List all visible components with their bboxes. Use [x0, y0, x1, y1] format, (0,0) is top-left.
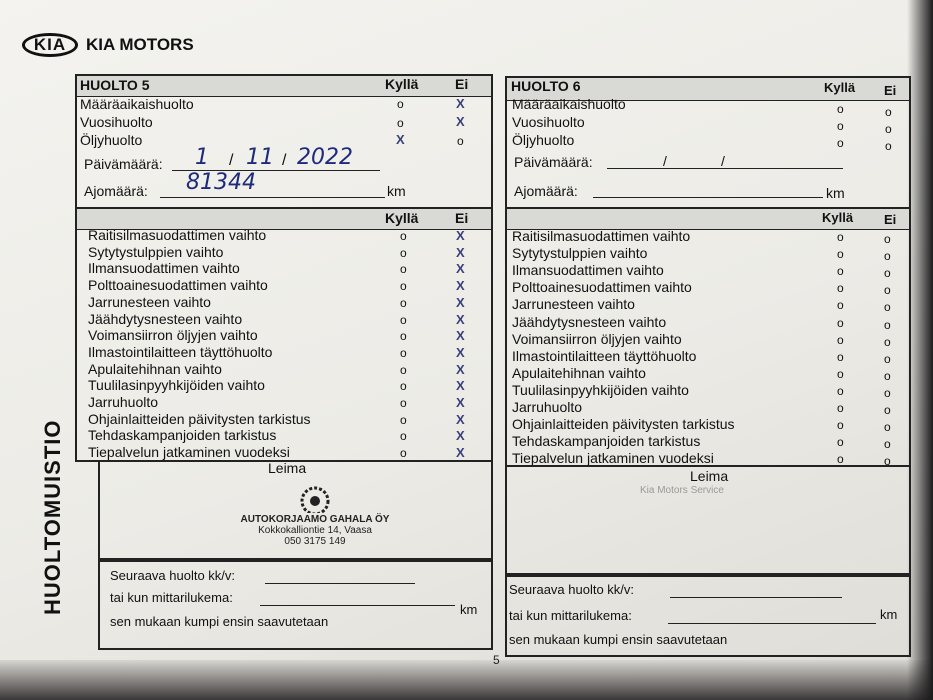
checkbox-no-marked[interactable]: X	[456, 445, 465, 461]
huolto5-date-label: Päivämäärä:	[84, 156, 163, 172]
checkbox-no-marked[interactable]: X	[456, 261, 465, 277]
huolto6-tasks-col-yes: Kyllä	[822, 210, 854, 225]
checkbox-yes[interactable]: o	[837, 332, 844, 347]
checkbox-yes[interactable]: o	[400, 295, 407, 310]
checkbox-no-marked[interactable]: X	[456, 96, 465, 111]
huolto5-task-10: Jarruhuolto	[88, 394, 159, 410]
checkbox-no-marked[interactable]: X	[456, 294, 465, 310]
checkbox-no-marked[interactable]: X	[456, 328, 465, 344]
checkbox-yes[interactable]: o	[400, 379, 407, 394]
huolto6-task-3: Polttoainesuodattimen vaihto	[512, 279, 692, 296]
huolto5-task-2: Ilmansuodattimen vaihto	[88, 260, 240, 277]
huolto6-col-no: Ei	[884, 83, 897, 98]
huolto6-stamp-label: Leima	[690, 468, 729, 484]
checkbox-no-marked[interactable]: X	[456, 311, 465, 327]
checkbox-no[interactable]: o	[884, 420, 891, 435]
checkbox-yes[interactable]: o	[837, 298, 844, 313]
checkbox-yes-marked[interactable]: X	[396, 132, 405, 147]
gear-logo-icon	[270, 483, 360, 513]
checkbox-yes[interactable]: o	[400, 345, 407, 360]
checkbox-no-marked[interactable]: X	[456, 428, 465, 444]
checkbox-yes[interactable]: o	[400, 245, 407, 260]
checkbox-yes[interactable]: o	[837, 383, 844, 398]
huolto6-whichever: sen mukaan kumpi ensin saavutetaan	[509, 632, 728, 647]
checkbox-no[interactable]: o	[884, 283, 891, 298]
checkbox-yes[interactable]: o	[400, 446, 407, 461]
brand-name: KIA MOTORS	[86, 35, 194, 54]
checkbox-yes[interactable]: o	[837, 452, 844, 467]
checkbox-no[interactable]: o	[884, 437, 891, 452]
checkbox-no[interactable]: o	[884, 266, 891, 281]
huolto5-task-4: Jarrunesteen vaihto	[88, 293, 211, 310]
checkbox-no[interactable]: o	[884, 351, 891, 366]
checkbox-yes[interactable]: o	[400, 262, 407, 277]
checkbox-yes[interactable]: o	[400, 279, 407, 294]
checkbox-no[interactable]: o	[884, 385, 891, 400]
huolto6-task-7: Ilmastointilaitteen täyttöhuolto	[512, 347, 697, 364]
huolto5-km-unit: km	[387, 183, 406, 199]
huolto6-item-periodic: Määräaikaishuolto	[512, 96, 626, 112]
date-separator: /	[663, 153, 667, 169]
checkbox-no[interactable]: o	[885, 139, 892, 153]
checkbox-yes[interactable]: o	[837, 119, 844, 133]
page-bottom-edge	[0, 660, 933, 700]
huolto6-task-8: Apulaitehihnan vaihto	[512, 364, 646, 381]
huolto5-task-0: Raitisilmasuodattimen vaihto	[88, 227, 267, 243]
checkbox-yes[interactable]: o	[837, 247, 844, 262]
checkbox-no[interactable]: o	[884, 317, 891, 332]
huolto6-task-12: Tehdaskampanjoiden tarkistus	[512, 433, 701, 450]
huolto5-date-year: 2022	[297, 145, 353, 170]
checkbox-no[interactable]: o	[885, 105, 892, 119]
huolto5-task-3: Polttoainesuodattimen vaihto	[88, 277, 268, 294]
checkbox-yes[interactable]: o	[837, 366, 844, 381]
huolto6-odometer-label: tai kun mittarilukema:	[509, 608, 632, 623]
checkbox-no[interactable]: o	[884, 368, 891, 383]
checkbox-no[interactable]: o	[457, 134, 464, 148]
checkbox-no-marked[interactable]: X	[456, 378, 465, 394]
huolto6-item-oil: Öljyhuolto	[512, 132, 575, 148]
huolto5-task-8: Apulaitehihnan vaihto	[88, 360, 222, 377]
checkbox-yes[interactable]: o	[397, 116, 404, 130]
checkbox-yes[interactable]: o	[397, 97, 404, 111]
checkbox-yes[interactable]: o	[400, 362, 407, 377]
huolto6-task-13: Tiepalvelun jatkaminen vuodeksi	[512, 450, 714, 467]
huolto5-task-12: Tehdaskampanjoiden tarkistus	[88, 427, 277, 444]
checkbox-no[interactable]: o	[884, 232, 891, 246]
huolto5-km-unit-2: km	[460, 602, 478, 617]
huolto6-task-11: Ohjainlaitteiden päivitysten tarkistus	[512, 416, 735, 433]
huolto6-stamp-ghost: Kia Motors Service	[640, 485, 724, 496]
kia-emblem: KIA	[22, 33, 78, 57]
huolto6-next-label: Seuraava huolto kk/v:	[509, 582, 635, 597]
checkbox-yes[interactable]: o	[400, 396, 407, 410]
side-title: HUOLTOMUISTIO	[40, 419, 65, 615]
huolto5-tasks-col-no: Ei	[455, 210, 469, 226]
checkbox-no[interactable]: o	[884, 403, 891, 417]
checkbox-no-marked[interactable]: X	[456, 395, 465, 410]
huolto5-task-11: Ohjainlaitteiden päivitysten tarkistus	[88, 410, 311, 427]
checkbox-yes[interactable]: o	[400, 312, 407, 327]
huolto5-item-periodic: Määräaikaishuolto	[80, 96, 194, 112]
huolto6-task-10: Jarruhuolto	[512, 399, 583, 415]
huolto5-next-label: Seuraava huolto kk/v:	[110, 568, 236, 583]
huolto5-title: HUOLTO 5	[80, 77, 150, 93]
checkbox-no[interactable]: o	[885, 122, 892, 136]
huolto6-task-1: Sytytystulppien vaihto	[512, 245, 648, 262]
checkbox-no-marked[interactable]: X	[456, 361, 465, 377]
huolto5-odometer-label: tai kun mittarilukema:	[110, 590, 233, 605]
huolto5-task-5: Jäähdytysnesteen vaihto	[88, 310, 243, 327]
date-separator: /	[721, 153, 725, 169]
stamp-company: AUTOKORJAAMO GAHALA ÖY	[240, 514, 390, 525]
date-separator: /	[229, 152, 234, 169]
huolto6-km-unit: km	[826, 185, 845, 201]
huolto5-task-6: Voimansiirron öljyjen vaihto	[88, 327, 258, 344]
checkbox-yes[interactable]: o	[400, 229, 407, 243]
huolto6-task-5: Jäähdytysnesteen vaihto	[512, 313, 667, 330]
huolto6-km-unit-2: km	[880, 607, 898, 622]
date-separator: /	[282, 152, 287, 169]
huolto6-title: HUOLTO 6	[511, 78, 581, 94]
checkbox-yes[interactable]: o	[837, 102, 844, 116]
huolto5-task-13: Tiepalvelun jatkaminen vuodeksi	[88, 444, 290, 461]
checkbox-no[interactable]: o	[884, 300, 891, 315]
huolto5-km-value: 81344	[186, 170, 256, 195]
checkbox-no-marked[interactable]: X	[456, 411, 465, 427]
checkbox-yes[interactable]: o	[400, 429, 407, 444]
checkbox-yes[interactable]: o	[400, 412, 407, 427]
huolto5-date-month: 11	[246, 145, 274, 170]
checkbox-yes[interactable]: o	[837, 136, 844, 150]
huolto6-item-annual: Vuosihuolto	[512, 114, 585, 130]
stamp-address: Kokkokalliontie 14, Vaasa	[258, 525, 372, 536]
checkbox-no[interactable]: o	[884, 454, 891, 469]
checkbox-no-marked[interactable]: X	[456, 278, 465, 294]
checkbox-no[interactable]: o	[884, 334, 891, 349]
huolto5-item-oil: Öljyhuolto	[80, 132, 143, 148]
huolto5-whichever: sen mukaan kumpi ensin saavutetaan	[110, 614, 329, 629]
kia-logo	[22, 33, 194, 57]
huolto5-item-annual: Vuosihuolto	[80, 114, 153, 130]
checkbox-yes[interactable]: o	[837, 401, 844, 415]
huolto5-km-label: Ajomäärä:	[84, 183, 148, 199]
huolto6-col-yes: Kyllä	[824, 80, 856, 95]
huolto6-km-label: Ajomäärä:	[514, 183, 578, 199]
huolto6-tasks-col-no: Ei	[884, 212, 897, 227]
huolto6-task-6: Voimansiirron öljyjen vaihto	[512, 330, 682, 347]
checkbox-yes[interactable]: o	[837, 230, 844, 244]
huolto5-date-day: 1	[195, 145, 209, 170]
checkbox-no-marked[interactable]: X	[456, 114, 465, 129]
huolto5-workshop-stamp	[240, 483, 390, 547]
huolto5-tasks-col-yes: Kyllä	[385, 210, 419, 226]
checkbox-no-marked[interactable]: X	[456, 244, 465, 260]
page-number: 5	[493, 653, 500, 667]
checkbox-yes[interactable]: o	[837, 349, 844, 364]
checkbox-no-marked[interactable]: X	[456, 344, 465, 360]
checkbox-yes[interactable]: o	[400, 329, 407, 344]
huolto6-task-0: Raitisilmasuodattimen vaihto	[512, 228, 691, 244]
huolto5-col-yes: Kyllä	[385, 76, 419, 92]
checkbox-yes[interactable]: o	[837, 281, 844, 296]
stamp-phone: 050 3175 149	[284, 536, 346, 547]
checkbox-yes[interactable]: o	[837, 435, 844, 450]
checkbox-yes[interactable]: o	[837, 264, 844, 279]
huolto6-task-2: Ilmansuodattimen vaihto	[512, 262, 664, 279]
huolto6-date-label: Päivämäärä:	[514, 154, 593, 170]
checkbox-no[interactable]: o	[884, 249, 891, 264]
huolto5-task-1: Sytytystulppien vaihto	[88, 243, 224, 260]
huolto5-stamp-label: Leima	[268, 460, 307, 476]
huolto6-task-9: Tuulilasinpyyhkijöiden vaihto	[512, 381, 689, 398]
huolto5-task-9: Tuulilasinpyyhkijöiden vaihto	[88, 377, 265, 394]
checkbox-yes[interactable]: o	[837, 315, 844, 330]
huolto6-task-4: Jarrunesteen vaihto	[512, 296, 635, 313]
huolto5-task-7: Ilmastointilaitteen täyttöhuolto	[88, 343, 273, 360]
checkbox-no-marked[interactable]: X	[456, 228, 465, 243]
checkbox-yes[interactable]: o	[837, 418, 844, 433]
huolto5-col-no: Ei	[455, 76, 469, 92]
